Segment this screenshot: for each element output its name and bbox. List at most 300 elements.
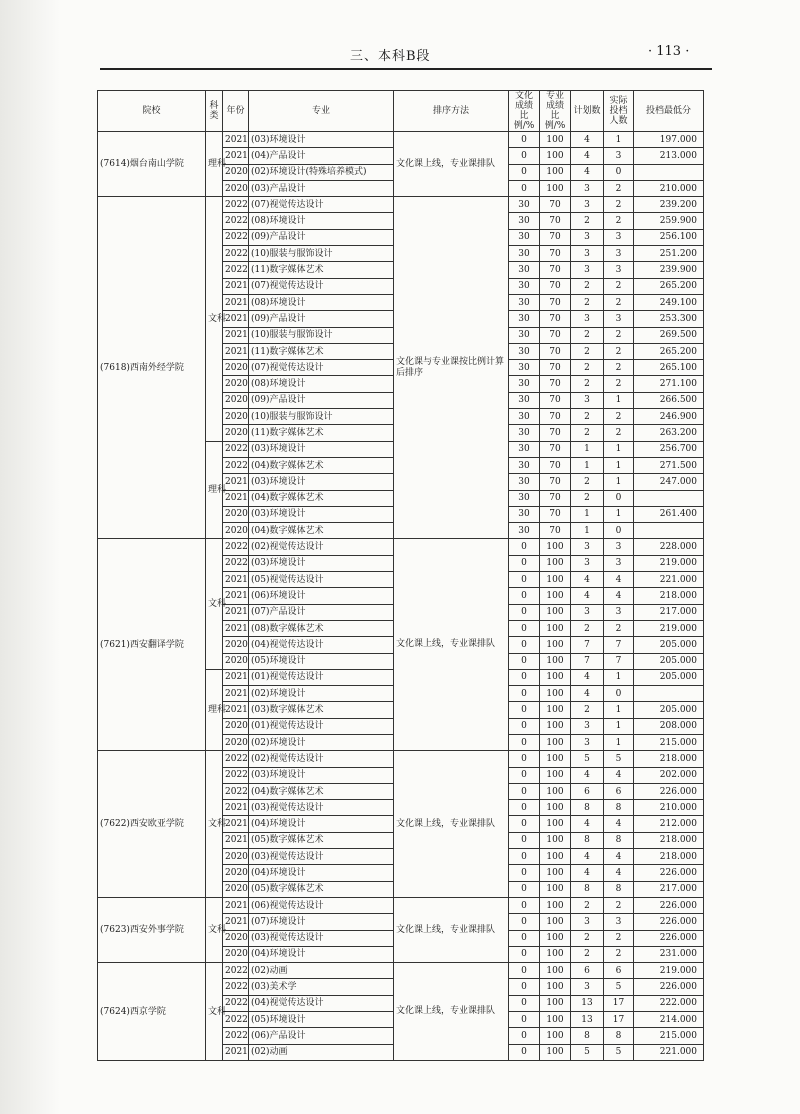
plan-count-cell: 2 xyxy=(571,946,604,962)
subject-category: 理科 xyxy=(206,132,223,197)
culture-ratio-cell: 0 xyxy=(509,539,540,555)
min-score-cell: 218.000 xyxy=(634,849,704,865)
year-cell: 2020 xyxy=(223,637,249,653)
major-cell: (03)视觉传达设计 xyxy=(249,800,394,816)
year-cell: 2020 xyxy=(223,409,249,425)
min-score-cell: 226.000 xyxy=(634,865,704,881)
major-cell: (04)视觉传达设计 xyxy=(249,995,394,1011)
admitted-count-cell: 7 xyxy=(604,653,634,669)
culture-ratio-cell: 0 xyxy=(509,881,540,897)
major-cell: (02)环境设计 xyxy=(249,686,394,702)
plan-count-cell: 2 xyxy=(571,294,604,310)
table-row xyxy=(98,897,704,913)
year-cell: 2021 xyxy=(223,278,249,294)
min-score-cell: 239.900 xyxy=(634,262,704,278)
admitted-count-cell: 8 xyxy=(604,881,634,897)
admitted-count-cell: 3 xyxy=(604,555,634,571)
culture-ratio-cell: 0 xyxy=(509,914,540,930)
major-ratio-cell: 70 xyxy=(540,457,571,473)
admitted-count-cell: 4 xyxy=(604,865,634,881)
major-ratio-cell: 100 xyxy=(540,555,571,571)
admitted-count-cell: 6 xyxy=(604,963,634,979)
major-ratio-cell: 70 xyxy=(540,409,571,425)
min-score-cell: 202.000 xyxy=(634,767,704,783)
culture-ratio-cell: 30 xyxy=(509,360,540,376)
plan-count-cell: 3 xyxy=(571,914,604,930)
culture-ratio-cell: 0 xyxy=(509,588,540,604)
plan-count-cell: 2 xyxy=(571,425,604,441)
col-header: 实际投档人数 xyxy=(604,91,634,132)
admitted-count-cell: 6 xyxy=(604,783,634,799)
min-score-cell: 269.500 xyxy=(634,327,704,343)
major-ratio-cell: 100 xyxy=(540,783,571,799)
admitted-count-cell: 2 xyxy=(604,897,634,913)
year-cell: 2022 xyxy=(223,246,249,262)
col-header: 投档最低分 xyxy=(634,91,704,132)
min-score-cell: 239.200 xyxy=(634,197,704,213)
plan-count-cell: 7 xyxy=(571,637,604,653)
major-ratio-cell: 100 xyxy=(540,718,571,734)
major-ratio-cell: 70 xyxy=(540,474,571,490)
major-cell: (07)视觉传达设计 xyxy=(249,278,394,294)
admitted-count-cell: 2 xyxy=(604,213,634,229)
col-header: 专业成绩比例/% xyxy=(540,91,571,132)
major-cell: (04)环境设计 xyxy=(249,865,394,881)
plan-count-cell: 3 xyxy=(571,734,604,750)
culture-ratio-cell: 0 xyxy=(509,1044,540,1060)
year-cell: 2022 xyxy=(223,767,249,783)
major-ratio-cell: 70 xyxy=(540,506,571,522)
year-cell: 2021 xyxy=(223,132,249,148)
admitted-count-cell: 3 xyxy=(604,604,634,620)
year-cell: 2021 xyxy=(223,474,249,490)
major-ratio-cell: 100 xyxy=(540,180,571,196)
min-score-cell: 266.500 xyxy=(634,392,704,408)
plan-count-cell: 3 xyxy=(571,718,604,734)
year-cell: 2020 xyxy=(223,425,249,441)
min-score-cell: 263.200 xyxy=(634,425,704,441)
year-cell: 2022 xyxy=(223,197,249,213)
table-row xyxy=(98,751,704,767)
culture-ratio-cell: 0 xyxy=(509,751,540,767)
culture-ratio-cell: 30 xyxy=(509,311,540,327)
culture-ratio-cell: 0 xyxy=(509,1012,540,1028)
year-cell: 2021 xyxy=(223,669,249,685)
col-header: 专业 xyxy=(249,91,394,132)
plan-count-cell: 6 xyxy=(571,963,604,979)
major-ratio-cell: 70 xyxy=(540,311,571,327)
year-cell: 2020 xyxy=(223,523,249,539)
year-cell: 2021 xyxy=(223,572,249,588)
culture-ratio-cell: 30 xyxy=(509,409,540,425)
admitted-count-cell: 5 xyxy=(604,979,634,995)
page-edge xyxy=(0,0,60,1114)
admitted-count-cell: 4 xyxy=(604,849,634,865)
major-cell: (01)视觉传达设计 xyxy=(249,669,394,685)
admitted-count-cell: 5 xyxy=(604,1044,634,1060)
major-cell: (03)视觉传达设计 xyxy=(249,930,394,946)
major-cell: (04)产品设计 xyxy=(249,148,394,164)
min-score-cell: 219.000 xyxy=(634,555,704,571)
admitted-count-cell: 3 xyxy=(604,539,634,555)
plan-count-cell: 4 xyxy=(571,132,604,148)
table-row xyxy=(98,197,704,213)
col-header: 文化成绩比例/% xyxy=(509,91,540,132)
admitted-count-cell: 2 xyxy=(604,180,634,196)
min-score-cell: 228.000 xyxy=(634,539,704,555)
admitted-count-cell: 2 xyxy=(604,327,634,343)
admitted-count-cell: 17 xyxy=(604,1012,634,1028)
school-name: (7622)西安欧亚学院 xyxy=(98,751,206,898)
major-ratio-cell: 70 xyxy=(540,376,571,392)
major-cell: (04)视觉传达设计 xyxy=(249,637,394,653)
major-ratio-cell: 100 xyxy=(540,751,571,767)
major-cell: (03)环境设计 xyxy=(249,555,394,571)
year-cell: 2021 xyxy=(223,897,249,913)
culture-ratio-cell: 0 xyxy=(509,604,540,620)
major-ratio-cell: 70 xyxy=(540,360,571,376)
year-cell: 2021 xyxy=(223,620,249,636)
plan-count-cell: 13 xyxy=(571,995,604,1011)
major-ratio-cell: 70 xyxy=(540,294,571,310)
min-score-cell: 221.000 xyxy=(634,572,704,588)
plan-count-cell: 2 xyxy=(571,327,604,343)
admitted-count-cell: 1 xyxy=(604,702,634,718)
year-cell: 2020 xyxy=(223,376,249,392)
major-ratio-cell: 70 xyxy=(540,213,571,229)
admitted-count-cell: 2 xyxy=(604,425,634,441)
culture-ratio-cell: 30 xyxy=(509,246,540,262)
min-score-cell: 256.700 xyxy=(634,441,704,457)
plan-count-cell: 7 xyxy=(571,653,604,669)
culture-ratio-cell: 0 xyxy=(509,930,540,946)
min-score-cell: 205.000 xyxy=(634,702,704,718)
major-ratio-cell: 100 xyxy=(540,979,571,995)
culture-ratio-cell: 0 xyxy=(509,734,540,750)
plan-count-cell: 4 xyxy=(571,767,604,783)
major-cell: (02)动画 xyxy=(249,1044,394,1060)
year-cell: 2022 xyxy=(223,783,249,799)
major-ratio-cell: 100 xyxy=(540,702,571,718)
table-row xyxy=(98,963,704,979)
major-ratio-cell: 100 xyxy=(540,734,571,750)
admitted-count-cell: 2 xyxy=(604,197,634,213)
major-ratio-cell: 100 xyxy=(540,588,571,604)
min-score-cell: 210.000 xyxy=(634,180,704,196)
min-score-cell: 226.000 xyxy=(634,897,704,913)
admitted-count-cell: 2 xyxy=(604,409,634,425)
major-ratio-cell: 70 xyxy=(540,262,571,278)
plan-count-cell: 1 xyxy=(571,523,604,539)
year-cell: 2022 xyxy=(223,1028,249,1044)
major-cell: (08)环境设计 xyxy=(249,294,394,310)
culture-ratio-cell: 30 xyxy=(509,506,540,522)
culture-ratio-cell: 30 xyxy=(509,376,540,392)
subject-category: 文科 xyxy=(206,751,223,898)
plan-count-cell: 13 xyxy=(571,1012,604,1028)
major-ratio-cell: 100 xyxy=(540,914,571,930)
major-ratio-cell: 70 xyxy=(540,490,571,506)
admitted-count-cell: 3 xyxy=(604,229,634,245)
major-cell: (04)环境设计 xyxy=(249,816,394,832)
plan-count-cell: 2 xyxy=(571,278,604,294)
year-cell: 2022 xyxy=(223,229,249,245)
year-cell: 2020 xyxy=(223,865,249,881)
plan-count-cell: 3 xyxy=(571,197,604,213)
col-header: 年份 xyxy=(223,91,249,132)
section-title: 三、本科B段 xyxy=(350,49,431,64)
major-ratio-cell: 100 xyxy=(540,995,571,1011)
admitted-count-cell: 3 xyxy=(604,148,634,164)
admitted-count-cell: 2 xyxy=(604,930,634,946)
major-ratio-cell: 100 xyxy=(540,865,571,881)
plan-count-cell: 2 xyxy=(571,930,604,946)
school-name: (7614)烟台南山学院 xyxy=(98,132,206,197)
culture-ratio-cell: 0 xyxy=(509,718,540,734)
culture-ratio-cell: 30 xyxy=(509,523,540,539)
admitted-count-cell: 1 xyxy=(604,392,634,408)
min-score-cell: 218.000 xyxy=(634,588,704,604)
culture-ratio-cell: 30 xyxy=(509,490,540,506)
major-ratio-cell: 100 xyxy=(540,604,571,620)
major-cell: (07)产品设计 xyxy=(249,604,394,620)
plan-count-cell: 3 xyxy=(571,604,604,620)
min-score-cell: 205.000 xyxy=(634,637,704,653)
table-row xyxy=(98,132,704,148)
plan-count-cell: 2 xyxy=(571,702,604,718)
major-cell: (03)环境设计 xyxy=(249,441,394,457)
major-ratio-cell: 70 xyxy=(540,197,571,213)
year-cell: 2021 xyxy=(223,294,249,310)
major-ratio-cell: 70 xyxy=(540,425,571,441)
plan-count-cell: 3 xyxy=(571,229,604,245)
plan-count-cell: 3 xyxy=(571,392,604,408)
culture-ratio-cell: 30 xyxy=(509,457,540,473)
plan-count-cell: 3 xyxy=(571,555,604,571)
culture-ratio-cell: 0 xyxy=(509,180,540,196)
year-cell: 2021 xyxy=(223,832,249,848)
major-ratio-cell: 100 xyxy=(540,148,571,164)
year-cell: 2022 xyxy=(223,441,249,457)
subject-category: 文科 xyxy=(206,197,223,441)
min-score-cell: 219.000 xyxy=(634,963,704,979)
major-ratio-cell: 100 xyxy=(540,881,571,897)
culture-ratio-cell: 30 xyxy=(509,213,540,229)
year-cell: 2020 xyxy=(223,930,249,946)
subject-category: 文科 xyxy=(206,539,223,669)
culture-ratio-cell: 0 xyxy=(509,783,540,799)
plan-count-cell: 4 xyxy=(571,865,604,881)
plan-count-cell: 2 xyxy=(571,360,604,376)
culture-ratio-cell: 0 xyxy=(509,1028,540,1044)
ranking-method: 文化课上线，专业课排队 xyxy=(394,539,509,751)
plan-count-cell: 4 xyxy=(571,588,604,604)
admitted-count-cell: 8 xyxy=(604,800,634,816)
plan-count-cell: 4 xyxy=(571,669,604,685)
school-name: (7624)西京学院 xyxy=(98,963,206,1061)
col-header: 排序方法 xyxy=(394,91,509,132)
year-cell: 2022 xyxy=(223,963,249,979)
year-cell: 2022 xyxy=(223,457,249,473)
major-ratio-cell: 100 xyxy=(540,800,571,816)
major-cell: (05)数字媒体艺术 xyxy=(249,881,394,897)
year-cell: 2021 xyxy=(223,148,249,164)
plan-count-cell: 2 xyxy=(571,376,604,392)
plan-count-cell: 2 xyxy=(571,897,604,913)
year-cell: 2021 xyxy=(223,588,249,604)
plan-count-cell: 8 xyxy=(571,881,604,897)
min-score-cell: 197.000 xyxy=(634,132,704,148)
major-cell: (02)环境设计 xyxy=(249,734,394,750)
major-cell: (07)视觉传达设计 xyxy=(249,360,394,376)
culture-ratio-cell: 0 xyxy=(509,637,540,653)
plan-count-cell: 3 xyxy=(571,979,604,995)
major-cell: (09)产品设计 xyxy=(249,311,394,327)
major-ratio-cell: 100 xyxy=(540,669,571,685)
table-body xyxy=(98,132,704,1061)
major-cell: (05)环境设计 xyxy=(249,1012,394,1028)
culture-ratio-cell: 0 xyxy=(509,572,540,588)
culture-ratio-cell: 0 xyxy=(509,669,540,685)
min-score-cell: 210.000 xyxy=(634,800,704,816)
major-ratio-cell: 100 xyxy=(540,849,571,865)
admitted-count-cell: 5 xyxy=(604,751,634,767)
admitted-count-cell: 2 xyxy=(604,278,634,294)
year-cell: 2020 xyxy=(223,506,249,522)
plan-count-cell: 2 xyxy=(571,620,604,636)
col-header: 院校 xyxy=(98,91,206,132)
min-score-cell: 215.000 xyxy=(634,1028,704,1044)
culture-ratio-cell: 0 xyxy=(509,148,540,164)
major-ratio-cell: 100 xyxy=(540,637,571,653)
culture-ratio-cell: 0 xyxy=(509,979,540,995)
major-ratio-cell: 70 xyxy=(540,278,571,294)
major-ratio-cell: 100 xyxy=(540,767,571,783)
min-score-cell: 226.000 xyxy=(634,783,704,799)
major-cell: (08)数字媒体艺术 xyxy=(249,620,394,636)
admitted-count-cell: 2 xyxy=(604,343,634,359)
admitted-count-cell: 4 xyxy=(604,572,634,588)
major-ratio-cell: 100 xyxy=(540,132,571,148)
admitted-count-cell: 1 xyxy=(604,441,634,457)
culture-ratio-cell: 0 xyxy=(509,865,540,881)
plan-count-cell: 4 xyxy=(571,686,604,702)
major-ratio-cell: 70 xyxy=(540,229,571,245)
major-cell: (03)环境设计 xyxy=(249,132,394,148)
school-name: (7618)西南外经学院 xyxy=(98,197,206,539)
admitted-count-cell: 2 xyxy=(604,946,634,962)
min-score-cell: 219.000 xyxy=(634,620,704,636)
min-score-cell: 265.200 xyxy=(634,343,704,359)
min-score-cell: 205.000 xyxy=(634,653,704,669)
culture-ratio-cell: 0 xyxy=(509,620,540,636)
culture-ratio-cell: 30 xyxy=(509,197,540,213)
major-ratio-cell: 100 xyxy=(540,572,571,588)
min-score-cell: 208.000 xyxy=(634,718,704,734)
min-score-cell: 251.200 xyxy=(634,246,704,262)
major-cell: (07)环境设计 xyxy=(249,914,394,930)
year-cell: 2020 xyxy=(223,734,249,750)
admitted-count-cell: 2 xyxy=(604,294,634,310)
plan-count-cell: 5 xyxy=(571,1044,604,1060)
major-cell: (06)环境设计 xyxy=(249,588,394,604)
plan-count-cell: 1 xyxy=(571,506,604,522)
year-cell: 2020 xyxy=(223,653,249,669)
subject-category: 文科 xyxy=(206,897,223,962)
major-cell: (04)数字媒体艺术 xyxy=(249,490,394,506)
admitted-count-cell: 3 xyxy=(604,914,634,930)
major-cell: (11)数字媒体艺术 xyxy=(249,343,394,359)
major-cell: (11)数字媒体艺术 xyxy=(249,425,394,441)
plan-count-cell: 6 xyxy=(571,783,604,799)
culture-ratio-cell: 0 xyxy=(509,132,540,148)
culture-ratio-cell: 0 xyxy=(509,653,540,669)
admitted-count-cell: 0 xyxy=(604,490,634,506)
major-cell: (09)产品设计 xyxy=(249,392,394,408)
admitted-count-cell: 2 xyxy=(604,376,634,392)
year-cell: 2021 xyxy=(223,914,249,930)
min-score-cell: 226.000 xyxy=(634,914,704,930)
admitted-count-cell: 3 xyxy=(604,311,634,327)
major-cell: (10)服装与服饰设计 xyxy=(249,409,394,425)
min-score-cell: 214.000 xyxy=(634,1012,704,1028)
culture-ratio-cell: 0 xyxy=(509,767,540,783)
admitted-count-cell: 1 xyxy=(604,734,634,750)
major-cell: (07)视觉传达设计 xyxy=(249,197,394,213)
culture-ratio-cell: 0 xyxy=(509,164,540,180)
min-score-cell: 221.000 xyxy=(634,1044,704,1060)
major-cell: (02)视觉传达设计 xyxy=(249,539,394,555)
subject-category: 文科 xyxy=(206,963,223,1061)
major-ratio-cell: 70 xyxy=(540,523,571,539)
admission-table xyxy=(97,90,704,1061)
culture-ratio-cell: 0 xyxy=(509,963,540,979)
year-cell: 2020 xyxy=(223,946,249,962)
ranking-method: 文化课与专业课按比例计算后排序 xyxy=(394,197,509,539)
major-ratio-cell: 100 xyxy=(540,832,571,848)
year-cell: 2021 xyxy=(223,327,249,343)
major-ratio-cell: 100 xyxy=(540,164,571,180)
major-ratio-cell: 100 xyxy=(540,539,571,555)
admitted-count-cell: 2 xyxy=(604,620,634,636)
plan-count-cell: 3 xyxy=(571,180,604,196)
admitted-count-cell: 4 xyxy=(604,816,634,832)
plan-count-cell: 3 xyxy=(571,539,604,555)
admitted-count-cell: 3 xyxy=(604,246,634,262)
culture-ratio-cell: 0 xyxy=(509,995,540,1011)
admitted-count-cell: 1 xyxy=(604,669,634,685)
year-cell: 2022 xyxy=(223,979,249,995)
major-cell: (09)产品设计 xyxy=(249,229,394,245)
year-cell: 2020 xyxy=(223,881,249,897)
plan-count-cell: 8 xyxy=(571,1028,604,1044)
min-score-cell: 226.000 xyxy=(634,979,704,995)
min-score-cell: 217.000 xyxy=(634,604,704,620)
culture-ratio-cell: 30 xyxy=(509,262,540,278)
culture-ratio-cell: 0 xyxy=(509,946,540,962)
school-name: (7621)西安翻译学院 xyxy=(98,539,206,751)
major-cell: (04)数字媒体艺术 xyxy=(249,457,394,473)
culture-ratio-cell: 30 xyxy=(509,294,540,310)
admitted-count-cell: 3 xyxy=(604,262,634,278)
major-ratio-cell: 100 xyxy=(540,1028,571,1044)
plan-count-cell: 3 xyxy=(571,246,604,262)
admitted-count-cell: 4 xyxy=(604,767,634,783)
min-score-cell: 253.300 xyxy=(634,311,704,327)
major-cell: (03)环境设计 xyxy=(249,474,394,490)
table-header-row xyxy=(98,91,704,132)
table-row xyxy=(98,539,704,555)
